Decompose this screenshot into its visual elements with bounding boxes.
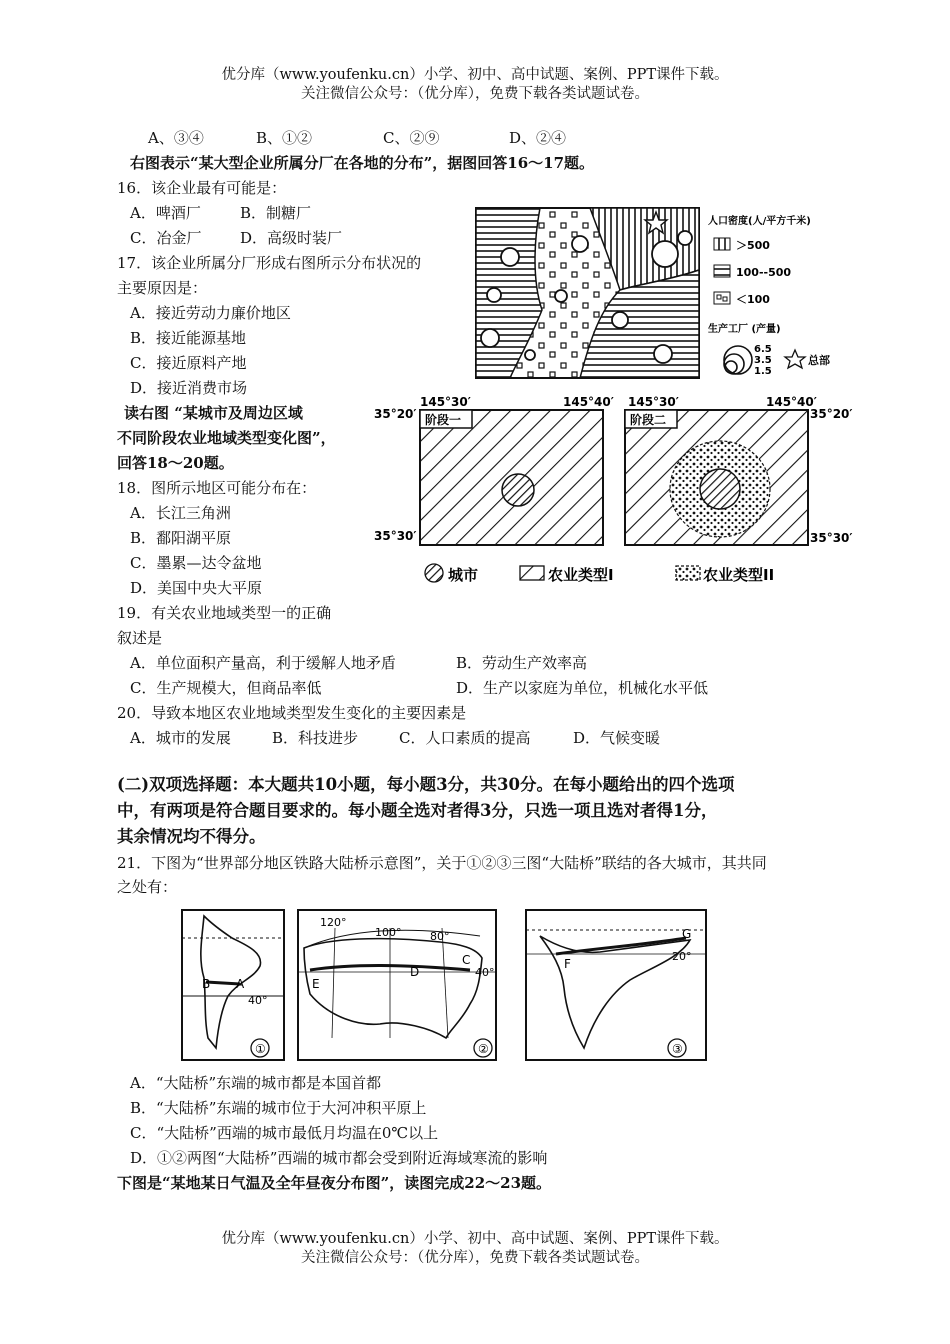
q20-option-b: B．科技进步 — [272, 729, 359, 747]
legend-lt100: ＜100 — [736, 293, 770, 306]
p1-panel-label: ① — [255, 1042, 266, 1056]
intro-22-23: 下图是“某地某日气温及全年昼夜分布图”，读图完成22～23题。 — [117, 1174, 552, 1192]
p2-point-c: C — [462, 953, 471, 967]
q17-option-d: D．接近消费市场 — [130, 379, 248, 397]
q21-option-d: D．①②两图“大陆桥”西端的城市都会受到附近海域寒流的影响 — [130, 1149, 548, 1167]
p1-lat-40: 40° — [248, 994, 268, 1007]
p2-point-d: D — [410, 965, 420, 979]
q20-option-a: A．城市的发展 — [130, 729, 231, 747]
legend-gt500: ＞500 — [736, 239, 770, 252]
q17-option-a: A．接近劳动力廉价地区 — [130, 304, 291, 322]
section-2-line-2: 中，有两项是符合题目要求的。每小题全选对者得3分，只选一项且选对者得1分， — [117, 801, 718, 820]
p2-panel-label: ② — [478, 1042, 489, 1056]
stage-2-lon-right: 145°40′ — [766, 395, 817, 409]
q19-option-d: D．生产以家庭为单位，机械化水平低 — [456, 679, 709, 697]
q15-option-d: D、②④ — [509, 129, 567, 147]
agriculture-stage-figure — [370, 392, 855, 592]
legend-factory-title: 生产工厂 (产量) — [708, 324, 781, 335]
q17-stem-1: 17．该企业所属分厂形成右图所示分布状况的 — [117, 254, 422, 272]
q18-option-d: D．美国中央大平原 — [130, 579, 263, 597]
q16-stem: 16．该企业最有可能是： — [117, 179, 287, 197]
legend-size-1: 6.5 — [754, 344, 772, 355]
legend-type1: 农业类型I — [548, 566, 614, 584]
bridge-panel-2 — [298, 910, 496, 1060]
q20-stem: 20．导致本地区农业地域类型发生变化的主要因素是 — [117, 704, 467, 722]
stage-2-lon-left: 145°30′ — [628, 395, 679, 409]
legend-star-icon — [785, 350, 805, 368]
section-2-line-1: (二)双项选择题：本大题共10小题，每小题3分，共30分。在每小题给出的四个选项 — [117, 775, 735, 794]
header-line-1: 优分库（www.youfenku.cn）小学、初中、高中试题、案例、PPT课件下载。 — [221, 67, 729, 83]
stage-1-panel — [374, 395, 603, 545]
q15-option-a: A、③④ — [148, 129, 204, 147]
q21-option-a: A．“大陆桥”东端的城市都是本国首都 — [130, 1074, 382, 1092]
q16-option-d: D．高级时装厂 — [240, 229, 343, 247]
stage-1-lat-top: 35°20′ — [374, 407, 417, 421]
factory-legend — [708, 214, 830, 377]
land-bridge-figure — [180, 908, 720, 1065]
factory-distribution-figure — [470, 200, 845, 385]
p3-point-f: F — [564, 957, 571, 971]
q18-option-c: C．墨累—达令盆地 — [130, 554, 262, 572]
stage-1-lon-left: 145°30′ — [420, 395, 471, 409]
intro-16-17: 右图表示“某大型企业所属分厂在各地的分布”，据图回答16～17题。 — [130, 154, 595, 172]
p2-point-e: E — [312, 977, 320, 991]
stage-1-lon-right: 145°40′ — [563, 395, 614, 409]
q21-stem-2: 之处有： — [117, 878, 178, 896]
legend-100-500: 100--500 — [736, 266, 792, 279]
stage-2-city — [700, 469, 740, 509]
p2-lon-100: 100° — [375, 926, 402, 939]
section-2-line-3: 其余情况均不得分。 — [117, 827, 266, 846]
q15-option-b: B、①② — [256, 129, 313, 147]
legend-type2: 农业类型II — [703, 566, 775, 584]
intro-18-20-line-3: 回答18～20题。 — [117, 454, 234, 472]
footer-line-1: 优分库（www.youfenku.cn）小学、初中、高中试题、案例、PPT课件下载。 — [221, 1231, 729, 1247]
q15-option-c: C、②⑨ — [383, 129, 440, 147]
q17-stem-2: 主要原因是： — [117, 279, 208, 297]
q20-option-d: D．气候变暖 — [573, 729, 661, 747]
q17-option-c: C．接近原料产地 — [130, 354, 247, 372]
q21-option-c: C．“大陆桥”西端的城市最低月均温在0℃以上 — [130, 1124, 439, 1142]
stage-1-lat-bottom: 35°30′ — [374, 529, 417, 543]
agri-legend — [425, 564, 774, 584]
footer-line-2: 关注微信公众号：（优分库），免费下载各类试题试卷。 — [301, 1250, 649, 1266]
p3-lat-20: 20° — [672, 950, 692, 963]
q19-option-c: C．生产规模大，但商品率低 — [130, 679, 322, 697]
stage-1-label: 阶段一 — [425, 413, 462, 427]
legend-density-title: 人口密度(人/平方千米) — [708, 216, 811, 227]
q19-option-b: B．劳动生产效率高 — [456, 654, 588, 672]
stage-2-panel — [625, 395, 853, 545]
p2-lon-120: 120° — [320, 916, 347, 929]
stage-2-lat-top: 35°20′ — [810, 407, 853, 421]
bridge-panel-3 — [526, 910, 706, 1060]
stage-2-label: 阶段二 — [630, 413, 667, 427]
bridge-panel-1 — [182, 910, 284, 1060]
p3-point-g: G — [682, 927, 692, 941]
p3-panel-label: ③ — [672, 1042, 683, 1056]
header-line-2: 关注微信公众号：（优分库），免费下载各类试题试卷。 — [301, 86, 649, 102]
legend-size-2: 3.5 — [754, 355, 772, 366]
legend-hq: 总部 — [808, 354, 830, 367]
q16-option-c: C．冶金厂 — [130, 229, 202, 247]
p2-lon-80: 80° — [430, 930, 450, 943]
q18-option-a: A．长江三角洲 — [130, 504, 231, 522]
q21-stem-1: 21．下图为“世界部分地区铁路大陆桥示意图”，关于①②③三图“大陆桥”联结的各大城市，其共同 — [117, 854, 767, 872]
intro-18-20-line-1: 读右图 “某城市及周边区域 — [124, 404, 303, 422]
q19-stem-2: 叙述是 — [117, 629, 163, 647]
q19-stem-1: 19．有关农业地域类型一的正确 — [117, 604, 332, 622]
p2-lat-40: 40° — [475, 966, 495, 979]
legend-city: 城市 — [448, 566, 479, 584]
q20-option-c: C．人口素质的提高 — [399, 729, 531, 747]
p1-point-a: A — [236, 977, 245, 991]
stage-1-city — [502, 474, 534, 506]
q18-stem: 18．图所示地区可能分布在： — [117, 479, 317, 497]
q16-option-a: A．啤酒厂 — [130, 204, 201, 222]
q17-option-b: B．接近能源基地 — [130, 329, 247, 347]
factory-map — [476, 208, 699, 378]
stage-2-lat-bottom: 35°30′ — [810, 531, 853, 545]
legend-size-3: 1.5 — [754, 366, 772, 377]
intro-18-20-line-2: 不同阶段农业地域类型变化图”， — [117, 429, 336, 447]
q19-option-a: A．单位面积产量高，利于缓解人地矛盾 — [130, 654, 396, 672]
q16-option-b: B．制糖厂 — [240, 204, 312, 222]
q21-option-b: B．“大陆桥”东端的城市位于大河冲积平原上 — [130, 1099, 427, 1117]
p1-point-b: B — [202, 977, 211, 991]
q18-option-b: B．鄱阳湖平原 — [130, 529, 232, 547]
